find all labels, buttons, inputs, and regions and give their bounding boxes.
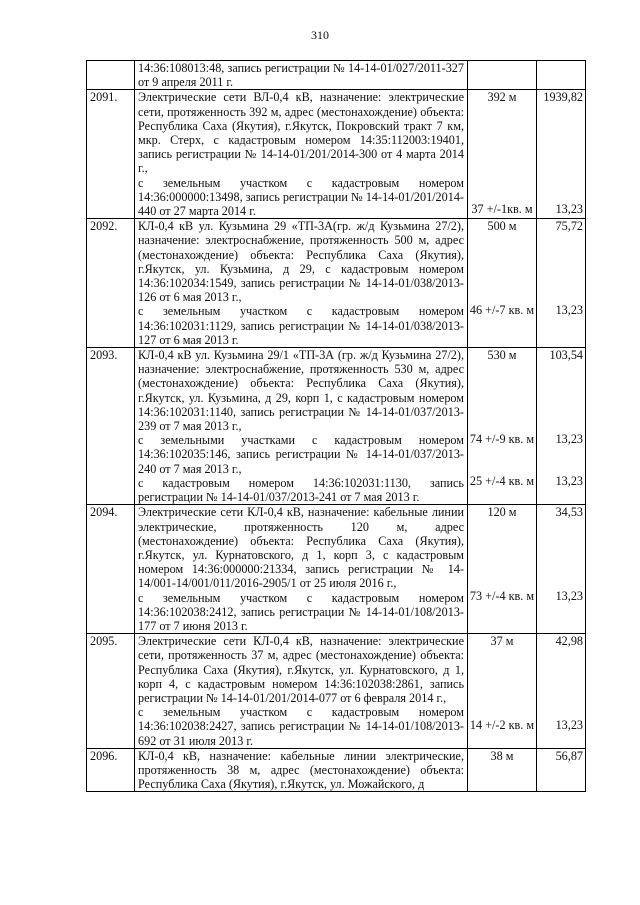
numeric-value: 42,98 [555, 634, 583, 649]
table-row [87, 219, 586, 348]
length-area-value [469, 118, 535, 132]
description-paragraph: КЛ-0,4 кВ, назначение: кабельные линии электрические, протяженность 38 м, адрес (местонахождение) объекта: Республика Саха (Якутия), г.Якутск, ул. Можайского, д [138, 748, 464, 792]
page-number: 310 [311, 28, 329, 42]
value-cell [537, 748, 586, 792]
numeric-value [540, 233, 583, 247]
length-area-value [469, 174, 535, 188]
description-paragraph: 14:36:108013:48, запись регистрации № 14-14-01/027/2011-327 от 9 апреля 2011 г. [138, 61, 464, 90]
numeric-value [540, 547, 583, 561]
length-area-cell [468, 634, 537, 749]
length-area-value [469, 104, 535, 118]
length-area-value [469, 146, 535, 160]
numeric-value: 13,23 [555, 589, 583, 604]
numeric-value [540, 362, 583, 376]
numeric-value [540, 690, 583, 704]
description-paragraph: с земельными участками с кадастровым номером 14:36:102035:146, запись регистрации № 14-14-01/037/2013-240 от 7 мая 2013 г., [138, 433, 464, 476]
value-cell [537, 61, 586, 90]
length-area-value: 120 м [487, 505, 517, 520]
numeric-value [540, 446, 583, 460]
numeric-value [540, 390, 583, 404]
length-area-value [469, 362, 535, 376]
length-area-value: 530 м [487, 348, 517, 363]
numeric-value [540, 275, 583, 289]
property-registry-table [86, 60, 586, 792]
numeric-value: 13,23 [555, 474, 583, 489]
description-paragraph: КЛ-0,4 кВ ул. Кузьмина 29/1 «ТП-3А (гр. ж/д Кузьмина 27/2), назначение: электроснабжение, протяженность 530 м, адрес (местонахождение) объекта: Республика Саха (Якутия), г.Якутск, ул. Кузьмина, д 29, корп 1, с кадастровым номером 14:36:102031:1140, запись регистрации № 14-14-01/037/2013-239 от 7 мая 2013 г., [138, 348, 464, 434]
numeric-value: 13,23 [555, 202, 583, 217]
object-description [135, 748, 468, 792]
description-paragraph: Электрические сети КЛ-0,4 кВ, назначение: кабельные линии электрические, протяженность 120 м, адрес (местонахождение) объекта: Республика Саха (Якутия), г.Якутск, ул. Курнатовского, д 1, корп 3, с кадастровым номером 14:36:000000:21334, запись регистрации № 14-14/001-14/001/011/2016-2905/1 от 25 июля 2016 г., [138, 505, 464, 591]
numeric-value [540, 104, 583, 118]
numeric-value [540, 132, 583, 146]
row-number: 2092. [87, 219, 135, 348]
numeric-value [540, 519, 583, 533]
length-area-value: 37 м [490, 634, 514, 649]
row-number: 2091. [87, 90, 135, 219]
length-area-value: 74 +/-9 кв. м [469, 432, 535, 447]
value-cell [537, 90, 586, 219]
numeric-value: 56,87 [555, 748, 583, 763]
value-cell [537, 634, 586, 749]
length-area-value: 46 +/-7 кв. м [469, 303, 535, 318]
length-area-value [469, 662, 535, 676]
object-description [135, 348, 468, 505]
table-row [87, 634, 586, 749]
row-number: 2096. [87, 748, 135, 792]
length-area-value [469, 390, 535, 404]
length-area-value [469, 233, 535, 247]
numeric-value [540, 118, 583, 132]
description-paragraph: КЛ-0,4 кВ ул. Кузьмина 29 «ТП-3А(гр. ж/д Кузьмина 27/2), назначение: электроснабжение, протяженность 500 м, адрес (местонахождение) объекта: Республика Саха (Якутия), г.Якутск, ул. Кузьмина, д 29, с кадастровым номером 14:36:102034:1549, запись регистрации № 14-14-01/038/2013-126 от 6 мая 2013 г., [138, 219, 464, 305]
table-row [87, 505, 586, 634]
length-area-value [469, 247, 535, 261]
numeric-value [540, 247, 583, 261]
table-row [87, 348, 586, 505]
table-row [87, 90, 586, 219]
numeric-value [540, 146, 583, 160]
numeric-value [540, 460, 583, 474]
length-area-value [469, 132, 535, 146]
length-area-cell [468, 505, 537, 634]
description-paragraph: с земельным участком с кадастровым номером 14:36:000000:13498, запись регистрации № 14-14-01/201/2014-440 от 27 марта 2014 г. [138, 175, 464, 219]
numeric-value: 1939,82 [543, 90, 583, 105]
length-area-cell [468, 219, 537, 348]
length-area-value [469, 575, 535, 589]
length-area-value [469, 547, 535, 561]
length-area-value [469, 533, 535, 547]
length-area-value: 500 м [487, 219, 517, 234]
length-area-value [469, 446, 535, 460]
numeric-value [540, 261, 583, 275]
length-area-value [469, 704, 535, 718]
numeric-value [540, 289, 583, 303]
value-cell [537, 505, 586, 634]
length-area-value [469, 676, 535, 690]
numeric-value [540, 648, 583, 662]
numeric-value: 13,23 [555, 303, 583, 318]
value-cell [537, 219, 586, 348]
numeric-value [540, 188, 583, 202]
length-area-value [469, 261, 535, 275]
length-area-value [469, 188, 535, 202]
length-area-cell [468, 90, 537, 219]
description-paragraph: с земельным участком с кадастровым номером 14:36:102038:2412, запись регистрации № 14-14-01/108/2013-177 от 7 июня 2013 г. [138, 590, 464, 633]
description-paragraph: с кадастровым номером 14:36:102031:1130, запись регистрации № 14-14-01/037/2013-241 от 7 мая 2013 г. [138, 475, 464, 505]
numeric-value [540, 704, 583, 718]
length-area-cell [468, 348, 537, 505]
length-area-value [469, 160, 535, 174]
numeric-value [540, 676, 583, 690]
length-area-value: 37 +/-1кв. м [471, 202, 533, 217]
numeric-value [540, 418, 583, 432]
value-cell [537, 348, 586, 505]
numeric-value: 13,23 [555, 718, 583, 733]
length-area-value [469, 561, 535, 575]
row-number: 2093. [87, 348, 135, 505]
length-area-value [469, 519, 535, 533]
numeric-value: 34,53 [555, 505, 583, 520]
length-area-value: 38 м [490, 748, 514, 763]
description-paragraph: Электрические сети КЛ-0,4 кВ, назначение: электрические сети, протяженность 37 м, адрес (местонахождение) объекта: Республика Саха (Якутия), г.Якутск, ул. Курнатовского, д 1, корп 4, с кадастровым номером 14:36:102038:2861, запись регистрации № 14-14-01/201/2014-077 от 6 февраля 2014 г., [138, 634, 464, 705]
numeric-value: 13,23 [555, 432, 583, 447]
row-number: 2094. [87, 505, 135, 634]
length-area-cell [468, 748, 537, 792]
length-area-value: 14 +/-2 кв. м [469, 718, 535, 733]
numeric-value [540, 160, 583, 174]
length-area-value [469, 289, 535, 303]
length-area-value [469, 404, 535, 418]
length-area-value: 392 м [487, 90, 517, 105]
object-description [135, 61, 468, 90]
length-area-value [469, 376, 535, 390]
numeric-value [540, 533, 583, 547]
numeric-value [540, 404, 583, 418]
numeric-value [540, 662, 583, 676]
length-area-value [469, 460, 535, 474]
numeric-value [540, 174, 583, 188]
object-description [135, 219, 468, 348]
length-area-value [469, 275, 535, 289]
length-area-value [469, 690, 535, 704]
length-area-value [469, 418, 535, 432]
numeric-value [540, 575, 583, 589]
length-area-value: 25 +/-4 кв. м [469, 474, 535, 489]
table-row [87, 748, 586, 792]
numeric-value [540, 376, 583, 390]
numeric-value [540, 561, 583, 575]
object-description [135, 634, 468, 749]
description-paragraph: с земельным участком с кадастровым номером 14:36:102031:1129, запись регистрации № 14-14-01/038/2013-127 от 6 мая 2013 г. [138, 304, 464, 347]
object-description [135, 90, 468, 219]
length-area-value [469, 648, 535, 662]
description-paragraph: с земельным участком с кадастровым номером 14:36:102038:2427, запись регистрации № 14-14-01/108/2013-692 от 31 июля 2013 г. [138, 705, 464, 748]
row-number [87, 61, 135, 90]
table-row [87, 61, 586, 90]
numeric-value: 103,54 [549, 348, 583, 363]
length-area-value: 73 +/-4 кв. м [469, 589, 535, 604]
length-area-cell [468, 61, 537, 90]
row-number: 2095. [87, 634, 135, 749]
description-paragraph: Электрические сети ВЛ-0,4 кВ, назначение: электрические сети, протяженность 392 м, адрес (местонахождение) объекта: Республика Саха (Якутия), г.Якутск, Покровский тракт 7 км, мкр. Стерх, с кадастровым номером 14:35:112003:19401, запись регистрации № 14-14-01/201/2014-300 от 4 марта 2014 г., [138, 90, 464, 176]
numeric-value: 75,72 [555, 219, 583, 234]
object-description [135, 505, 468, 634]
